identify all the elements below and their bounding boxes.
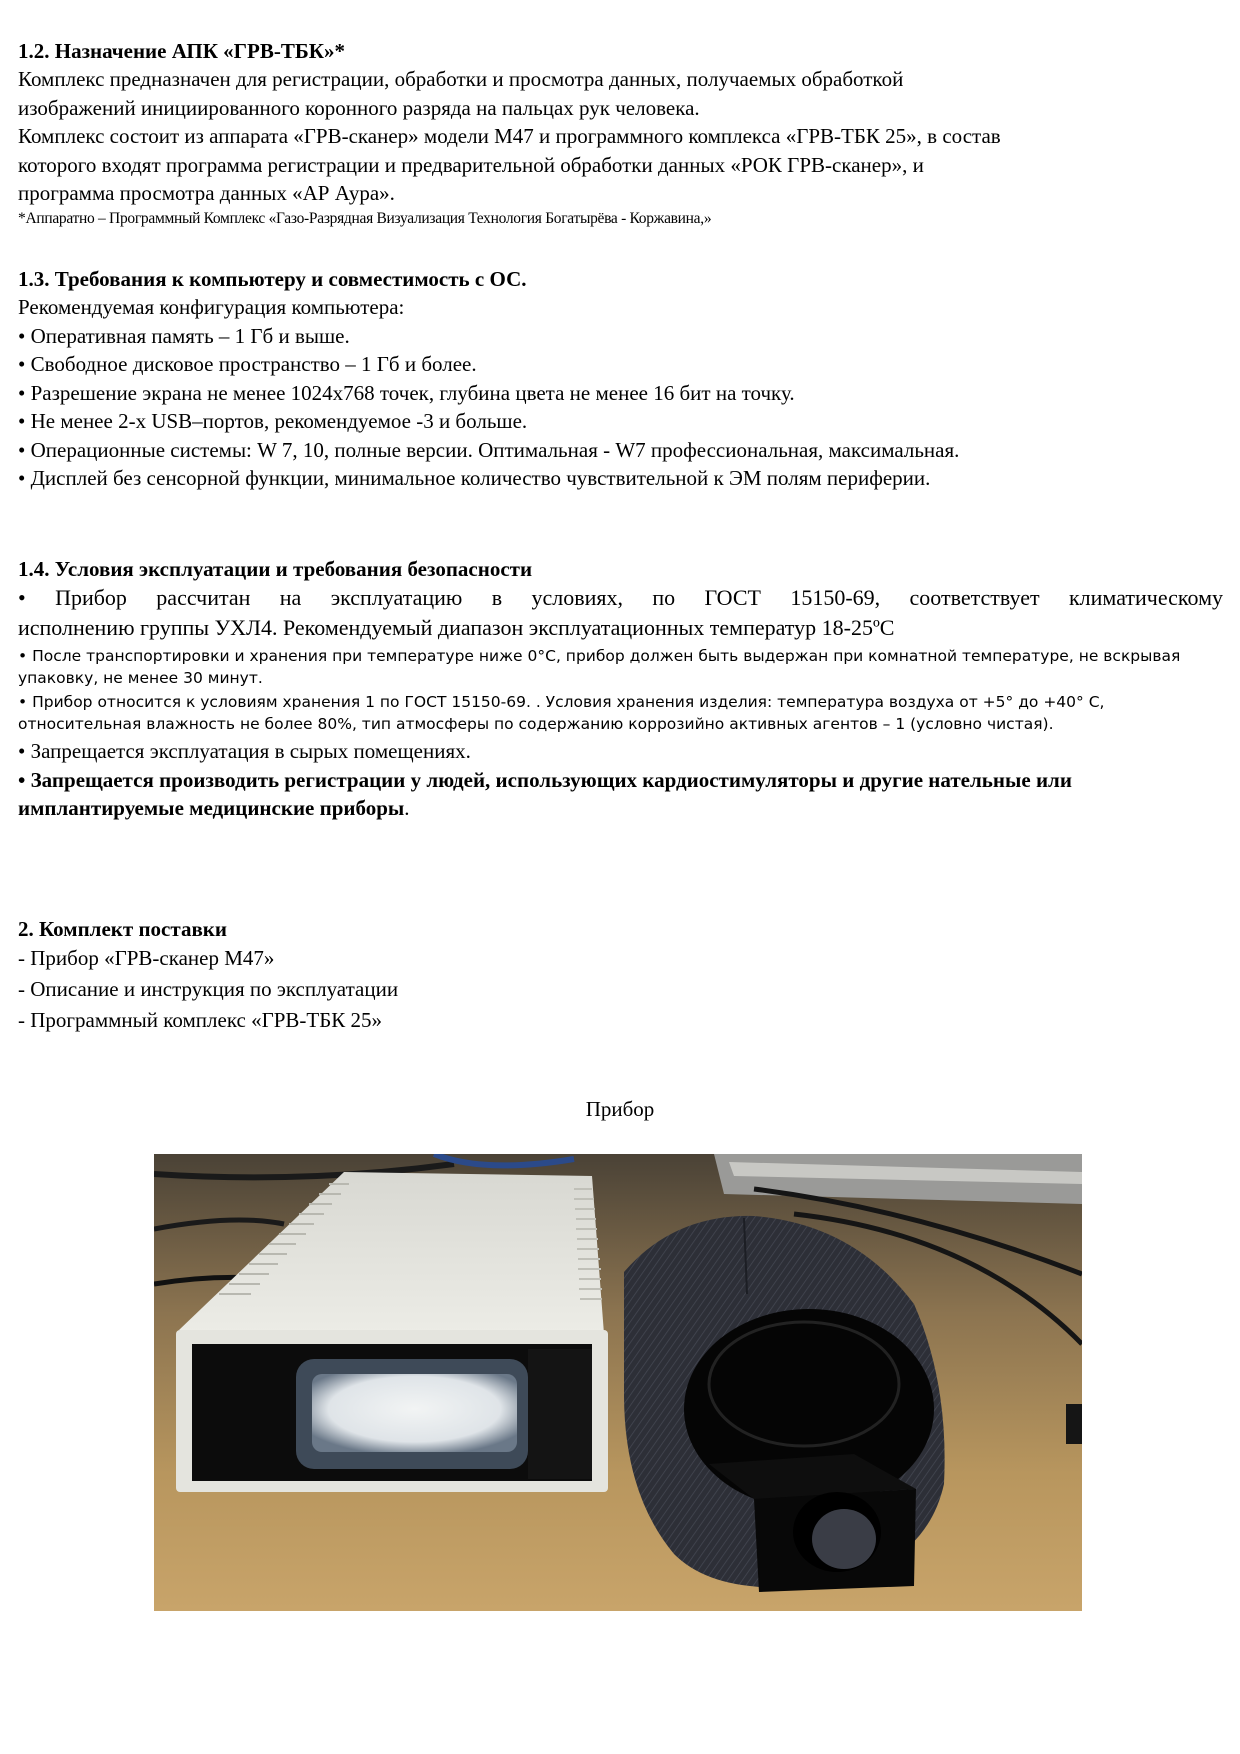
figure-caption: Прибор	[585, 1097, 655, 1121]
paragraph: • После транспортировки и хранения при температуре ниже 0°C, прибор должен быть выдержан при комнатной температуре, не вскрывая упаковку, не менее 30 минут.	[18, 647, 1181, 687]
list-item: • Дисплей без сенсорной функции, минимальное количество чувствительной к ЭМ полям периферии.	[18, 466, 931, 490]
list-item: • Разрешение экрана не менее 1024x768 точек, глубина цвета не менее 16 бит на точку.	[18, 380, 795, 405]
list-item: • Не менее 2-х USB–портов, рекомендуемое -3 и больше.	[18, 409, 528, 433]
list-item: • Свободное дисковое пространство – 1 Гб и более.	[18, 352, 477, 376]
section-heading: 2. Комплект поставки	[18, 917, 227, 941]
section-1-4	[18, 556, 1223, 823]
section-1-2	[18, 38, 1001, 230]
paragraph-line: • Прибор рассчитан на эксплуатацию в условиях, по ГОСТ 15150-69, соответствует климатическому	[18, 585, 1223, 610]
paragraph-line: Комплекс предназначен для регистрации, обработки и просмотра данных, получаемых обработкой	[18, 67, 904, 91]
footnote: *Аппаратно – Программный Комплекс «Газо-Разрядная Визуализация Технология Богатырёва - Коржавина,»	[18, 209, 712, 227]
warning-period: .	[404, 796, 410, 820]
paragraph-line: программа просмотра данных «АР Аура».	[18, 181, 395, 205]
list-item: - Программный комплекс «ГРВ-ТБК 25»	[18, 1008, 383, 1032]
paragraph-line: Рекомендуемая конфигурация компьютера:	[18, 295, 405, 319]
paragraph: • Запрещается эксплуатация в сырых помещениях.	[18, 739, 471, 763]
section-heading: 1.4. Условия эксплуатации и требования безопасности	[18, 557, 533, 581]
list-item: • Оперативная память – 1 Гб и выше.	[18, 323, 350, 348]
device-photo-illustration	[154, 1154, 1082, 1611]
list-item: - Описание и инструкция по эксплуатации	[18, 977, 399, 1001]
paragraph: • Прибор относится к условиям хранения 1 по ГОСТ 15150-69. . Условия хранения изделия: температура воздуха от +5° до +40° C, относительная влажность не более 80%, тип атмосферы по содержанию коррозийно активных агентов – 1 (условно чистая).	[18, 693, 1105, 733]
device-photo	[154, 1154, 1082, 1611]
paragraph-line: которого входят программа регистрации и предварительной обработки данных «РОК ГРВ-сканер», и	[18, 152, 924, 177]
paragraph-line: изображений инициированного коронного разряда на пальцах рук человека.	[18, 95, 700, 120]
section-2	[18, 916, 398, 1036]
list-item: • Операционные системы: W 7, 10, полные версии. Оптимальная - W7 профессиональная, максимальная.	[18, 437, 960, 462]
paragraph-line: Комплекс состоит из аппарата «ГРВ-сканер» модели М47 и программного комплекса «ГРВ-ТБК 25», в состав	[18, 124, 1001, 148]
paragraph-line: исполнению группы УХЛ4. Рекомендуемый диапазон эксплуатационных температур 18-25ºC	[18, 615, 895, 640]
section-heading: 1.2. Назначение АПК «ГРВ-ТБК»*	[18, 39, 345, 63]
list-item: - Прибор «ГРВ-сканер М47»	[18, 946, 275, 970]
section-heading: 1.3. Требования к компьютеру и совместимость с ОС.	[18, 267, 527, 291]
warning-paragraph	[18, 766, 1223, 823]
section-1-3	[18, 266, 959, 493]
warning-text: • Запрещается производить регистрации у людей, использующих кардиостимуляторы и другие нательные или имплантируемые медицинские приборы	[18, 767, 1072, 820]
